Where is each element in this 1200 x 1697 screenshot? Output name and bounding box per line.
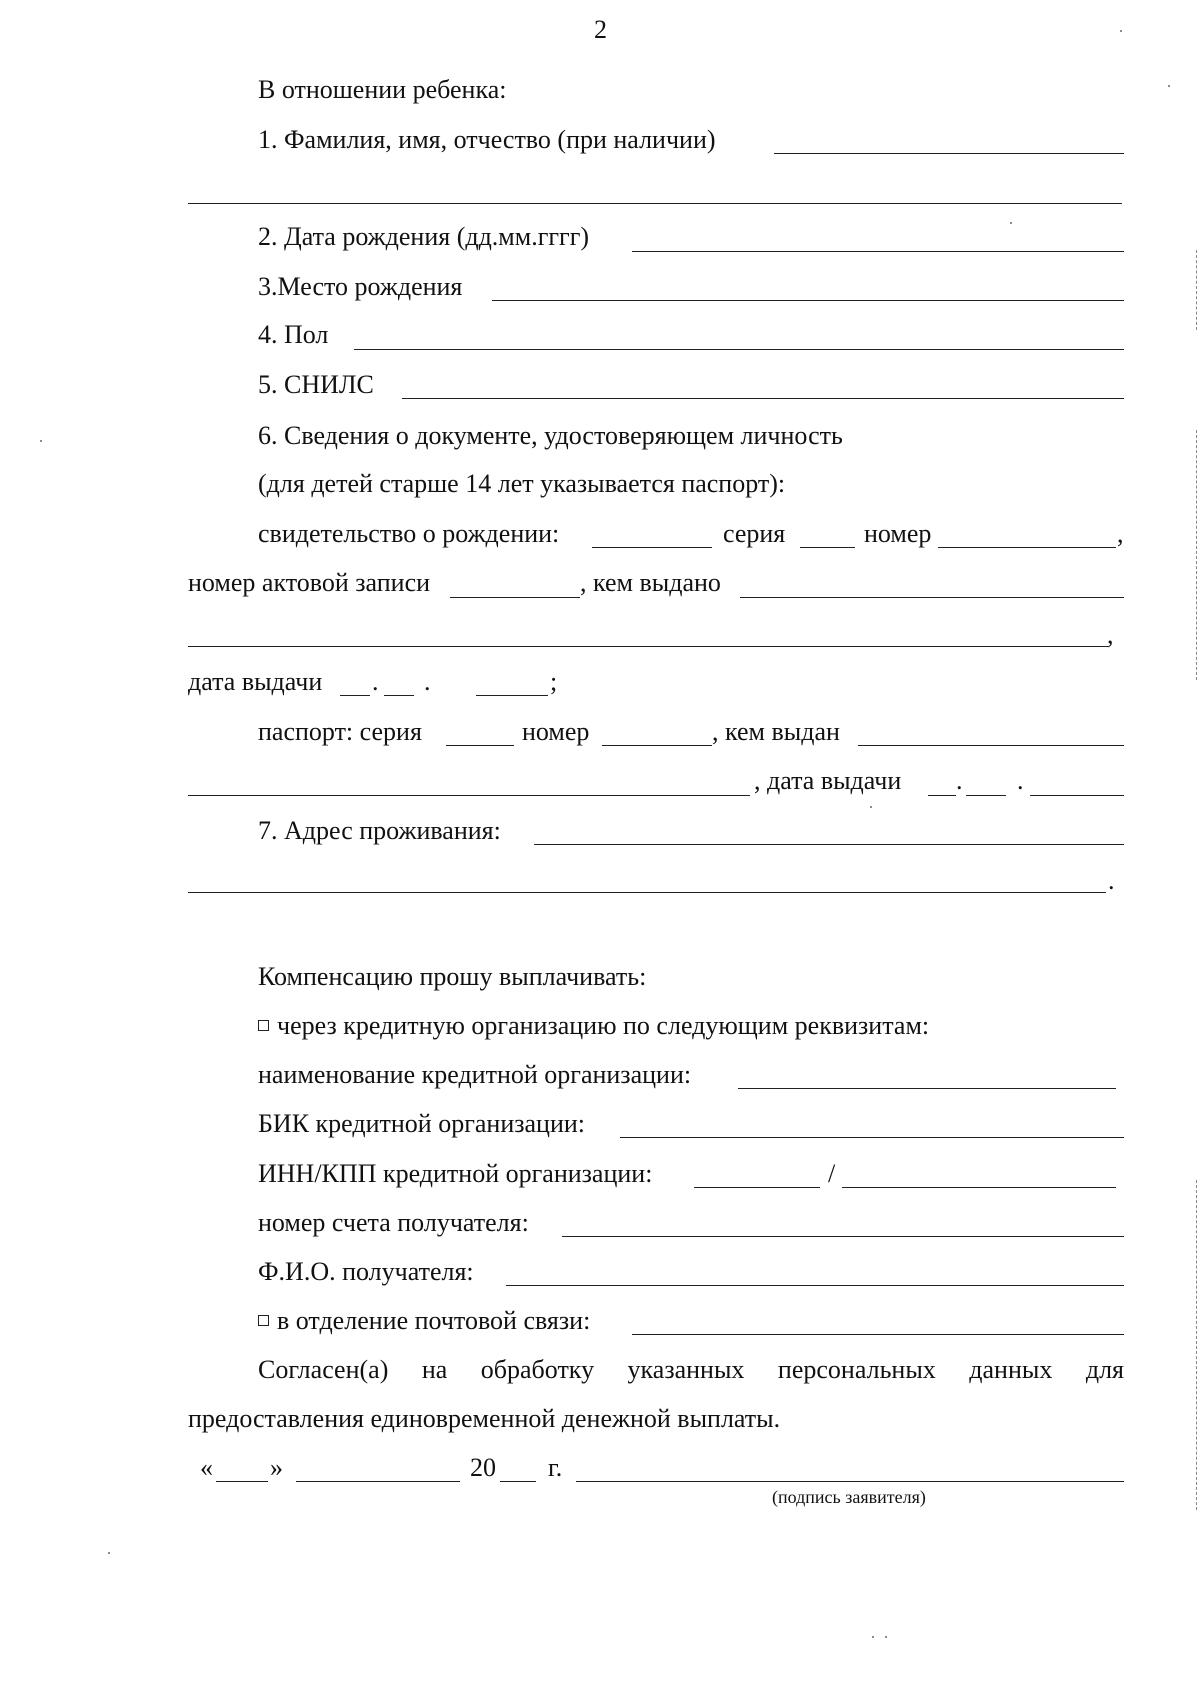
id-doc-label: 6. Сведения о документе, удостоверяющем личность [258, 421, 843, 450]
address-label: 7. Адрес проживания: [258, 816, 501, 845]
scan-speck [108, 1552, 110, 1554]
cert-issue-day-field[interactable] [340, 695, 370, 696]
scan-speck [870, 806, 872, 808]
consent-line-1: Согласен(а) на обработку указанных персональных данных для [258, 1355, 1124, 1384]
via-bank-label: через кредитную организацию по следующим реквизитам: [277, 1011, 930, 1040]
cert-series-label: серия [723, 519, 786, 548]
inn-kpp-slash: / [828, 1159, 836, 1188]
snils-label: 5. СНИЛС [258, 370, 374, 399]
fio-label: 1. Фамилия, имя, отчество (при наличии) [258, 125, 716, 154]
cert-issue-date-dot-1: . [372, 667, 379, 696]
recipient-field[interactable] [506, 1285, 1124, 1286]
date-open-quote: « [200, 1453, 213, 1482]
cert-issue-date-semicolon: ; [550, 667, 558, 696]
bik-field[interactable] [620, 1137, 1124, 1138]
passport-issue-day-field[interactable] [928, 795, 956, 796]
passport-issue-date-dot-1: . [956, 766, 963, 795]
address-period: . [1108, 866, 1115, 895]
via-bank-option[interactable] [258, 1011, 929, 1041]
birth-place-label: 3.Место рождения [258, 272, 463, 301]
scan-edge-mark [1196, 430, 1197, 680]
signature-field[interactable] [576, 1481, 1124, 1482]
address-field-continued[interactable] [188, 892, 1106, 893]
cert-issued-by-label: , кем выдано [580, 568, 721, 597]
birth-date-field[interactable] [632, 251, 1124, 252]
fio-field[interactable] [774, 153, 1124, 154]
scan-edge-mark [1196, 250, 1197, 330]
page-number: 2 [594, 15, 607, 44]
birth-place-field[interactable] [492, 300, 1124, 301]
passport-number-field[interactable] [602, 745, 712, 746]
section-heading: В отношении ребенка: [258, 75, 507, 104]
date-day-field[interactable] [216, 1481, 268, 1482]
cert-issued-by-field-continued[interactable] [188, 646, 1108, 647]
scan-speck [885, 1636, 887, 1638]
birth-cert-field[interactable] [592, 547, 712, 548]
id-doc-note: (для детей старше 14 лет указывается паспорт): [258, 469, 786, 498]
via-post-option[interactable] [258, 1306, 590, 1336]
via-post-label: в отделение почтовой связи: [277, 1306, 591, 1335]
passport-number-label: номер [522, 717, 590, 746]
cert-issued-by-comma: , [1107, 620, 1114, 649]
scan-speck [1010, 222, 1012, 224]
post-office-field[interactable] [632, 1334, 1124, 1335]
cert-series-field[interactable] [800, 547, 855, 548]
recipient-label: Ф.И.О. получателя: [258, 1257, 474, 1286]
cert-number-label: номер [864, 519, 932, 548]
cert-number-comma: , [1117, 519, 1124, 548]
via-bank-checkbox[interactable] [258, 1020, 269, 1031]
fio-field-continued[interactable] [188, 203, 1122, 204]
scan-speck [1120, 30, 1122, 32]
bank-name-label: наименование кредитной организации: [258, 1060, 692, 1089]
via-post-checkbox[interactable] [258, 1315, 269, 1326]
cert-issue-year-field[interactable] [476, 695, 548, 696]
date-close-quote: » [270, 1453, 283, 1482]
signature-caption: (подпись заявителя) [772, 1487, 926, 1507]
passport-issued-by-label: , кем выдан [712, 717, 840, 746]
kpp-field[interactable] [842, 1187, 1116, 1188]
birth-cert-label: свидетельство о рождении: [258, 519, 560, 548]
cert-number-field[interactable] [938, 547, 1116, 548]
account-label: номер счета получателя: [258, 1208, 529, 1237]
inn-field[interactable] [694, 1187, 820, 1188]
date-month-field[interactable] [296, 1481, 460, 1482]
act-record-field[interactable] [450, 597, 580, 598]
payment-heading: Компенсацию прошу выплачивать: [258, 962, 647, 991]
sex-field[interactable] [354, 349, 1124, 350]
passport-issue-year-field[interactable] [1030, 795, 1124, 796]
cert-issued-by-field[interactable] [740, 597, 1124, 598]
passport-issue-date-dot-2: . [1017, 766, 1024, 795]
consent-line-2: предоставления единовременной денежной выплаты. [188, 1404, 781, 1433]
sex-label: 4. Пол [258, 320, 329, 349]
passport-issued-by-field[interactable] [858, 745, 1124, 746]
passport-series-field[interactable] [446, 745, 514, 746]
address-field[interactable] [534, 844, 1124, 845]
passport-series-label: паспорт: серия [258, 717, 422, 746]
passport-issue-month-field[interactable] [966, 795, 1006, 796]
bik-label: БИК кредитной организации: [258, 1109, 586, 1138]
scan-speck [872, 1636, 874, 1638]
cert-issue-date-label: дата выдачи [188, 667, 323, 696]
scan-edge-mark [1196, 1180, 1197, 1510]
inn-kpp-label: ИНН/КПП кредитной организации: [258, 1159, 653, 1188]
act-record-label: номер актовой записи [188, 568, 431, 597]
passport-issue-date-label: , дата выдачи [754, 766, 902, 795]
account-field[interactable] [562, 1236, 1124, 1237]
cert-issue-date-dot-2: . [424, 667, 431, 696]
scan-speck [40, 440, 42, 442]
bank-name-field[interactable] [738, 1088, 1116, 1089]
cert-issue-month-field[interactable] [384, 695, 414, 696]
date-year-suffix: г. [548, 1453, 563, 1482]
scan-speck [1168, 85, 1170, 87]
birth-date-label: 2. Дата рождения (дд.мм.гггг) [258, 222, 590, 251]
passport-issued-by-field-continued[interactable] [188, 795, 750, 796]
snils-field[interactable] [402, 398, 1124, 399]
date-year-prefix: 20 [470, 1453, 496, 1482]
date-year-field[interactable] [500, 1481, 536, 1482]
